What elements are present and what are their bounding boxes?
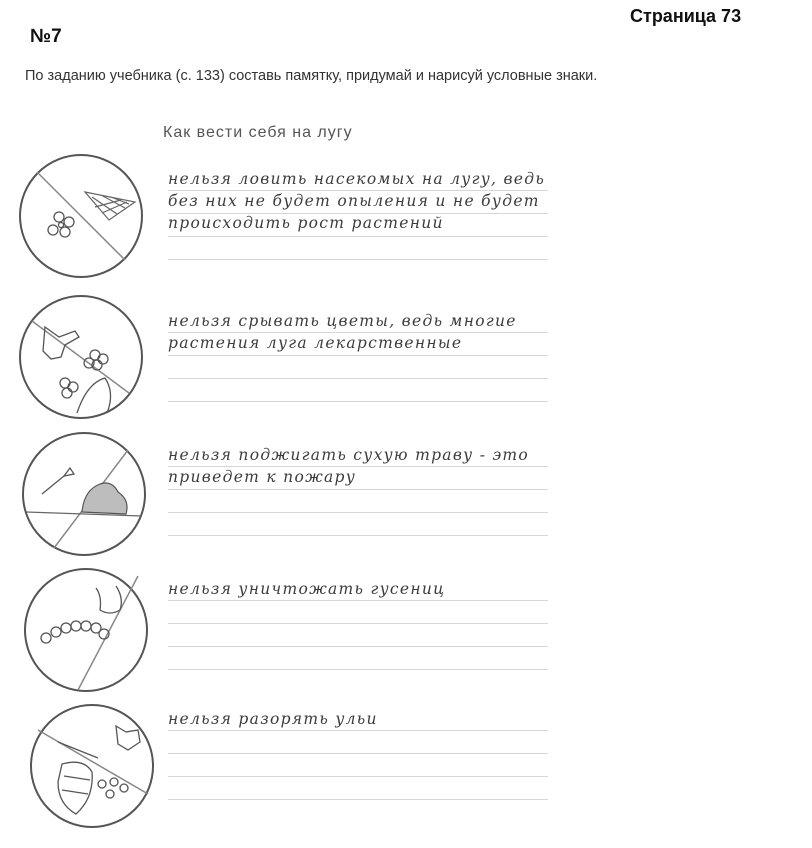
rule-1-answer — [168, 168, 548, 260]
rule-1-text: нельзя ловить насекомых на лугу, ведь без них не будет опыления и не будет происходить рост растений — [168, 170, 546, 232]
rule-4-answer — [168, 578, 548, 670]
hand-and-flowers-drawing — [17, 293, 145, 421]
sign-no-picking-flowers — [17, 293, 145, 421]
sign-no-catching-insects — [17, 152, 145, 280]
page-number: Страница 73 — [630, 6, 742, 26]
rule-4-text: нельзя уничтожать гусениц — [168, 580, 446, 598]
rule-2-answer — [168, 310, 548, 402]
task-instruction: По заданию учебника (с. 133) составь памятку, придумай и нарисуй условные знаки. — [25, 68, 598, 84]
sign-no-killing-caterpillars — [22, 566, 150, 694]
fire-drawing — [20, 430, 148, 558]
caterpillar-drawing — [22, 566, 150, 694]
net-and-flower-drawing — [17, 152, 145, 280]
rule-2-text: нельзя срывать цветы, ведь многие растения луга лекарственные — [168, 312, 517, 352]
rule-3-text: нельзя поджигать сухую траву - это приведет к пожару — [168, 446, 530, 486]
beehive-drawing — [28, 702, 156, 830]
sign-no-burning-grass — [20, 430, 148, 558]
task-number: №7 — [30, 26, 62, 47]
rule-3-answer — [168, 444, 548, 536]
worksheet-title: Как вести себя на лугу — [163, 124, 353, 141]
rule-5-answer — [168, 708, 548, 800]
sign-no-destroying-hives — [28, 702, 156, 830]
rule-5-text: нельзя разорять ульи — [168, 710, 378, 728]
